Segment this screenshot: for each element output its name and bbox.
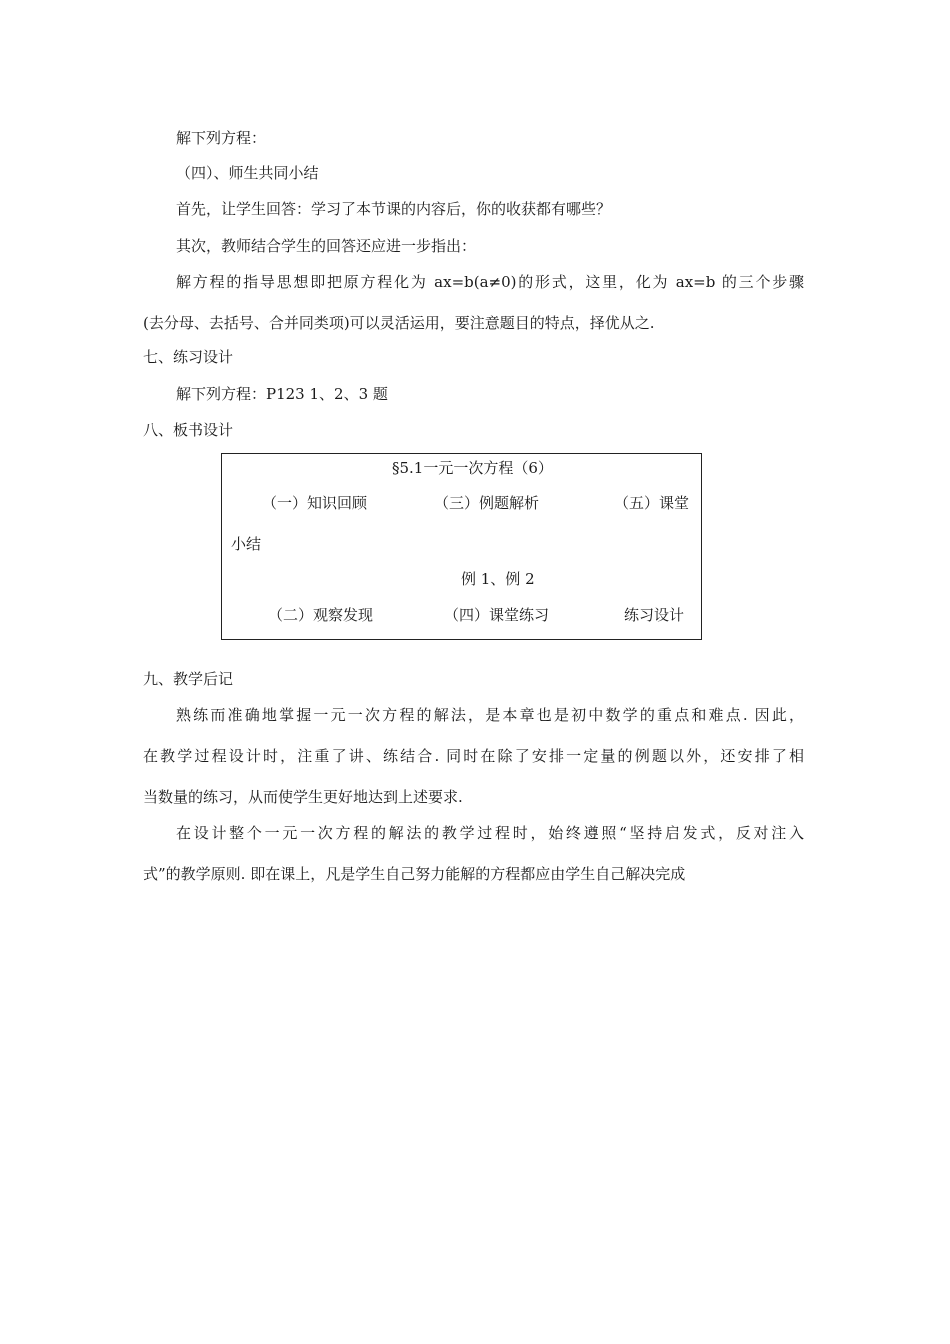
board-examples: 例 1、例 2: [461, 570, 535, 588]
paragraph-method-line2: (去分母、去括号、合并同类项)可以灵活运用，要注意题目的特点，择优从之.: [143, 314, 655, 332]
board-example-analysis: （三）例题解析: [434, 494, 540, 512]
postscript-line4: 在设计整个一元一次方程的解法的教学过程时，始终遵照“坚持启发式，反对注入: [176, 824, 804, 842]
paragraph-second: 其次，教师结合学生的回答还应进一步指出：: [176, 237, 477, 255]
postscript-line1: 熟练而准确地掌握一元一次方程的解法，是本章也是初中数学的重点和难点. 因此，: [176, 706, 804, 724]
postscript-line3: 当数量的练习，从而使学生更好地达到上述要求.: [143, 788, 463, 806]
paragraph-solve-equations: 解下列方程：: [176, 129, 267, 147]
board-practice-design: 练习设计: [624, 606, 685, 624]
section-heading-8: 八、板书设计: [143, 421, 234, 439]
board-class-practice: （四）课堂练习: [444, 606, 550, 624]
blackboard-design-box: [221, 453, 702, 640]
board-knowledge-review: （一）知识回顾: [262, 494, 368, 512]
board-title: §5.1一元一次方程（6）: [392, 459, 553, 477]
paragraph-method-line1: 解方程的指导思想即把原方程化为 ax=b(a≠0)的形式，这里，化为 ax=b 的三个步骤: [176, 273, 804, 291]
board-class-summary-wrap: 小结: [231, 535, 262, 553]
postscript-line5: 式”的教学原则. 即在课上，凡是学生自己努力能解的方程都应由学生自己解决完成: [143, 865, 686, 883]
board-observation: （二）观察发现: [268, 606, 374, 624]
paragraph-first: 首先，让学生回答：学习了本节课的内容后，你的收获都有哪些？: [176, 200, 612, 218]
paragraph-exercise: 解下列方程：P123 1、2、3 题: [176, 385, 388, 403]
board-class-summary-part: （五）课堂: [614, 494, 690, 512]
paragraph-summary-heading: （四）、师生共同小结: [176, 164, 319, 182]
section-heading-9: 九、教学后记: [143, 670, 234, 688]
section-heading-7: 七、练习设计: [143, 348, 234, 366]
postscript-line2: 在教学过程设计时，注重了讲、练结合. 同时在除了安排一定量的例题以外，还安排了相: [143, 747, 804, 765]
